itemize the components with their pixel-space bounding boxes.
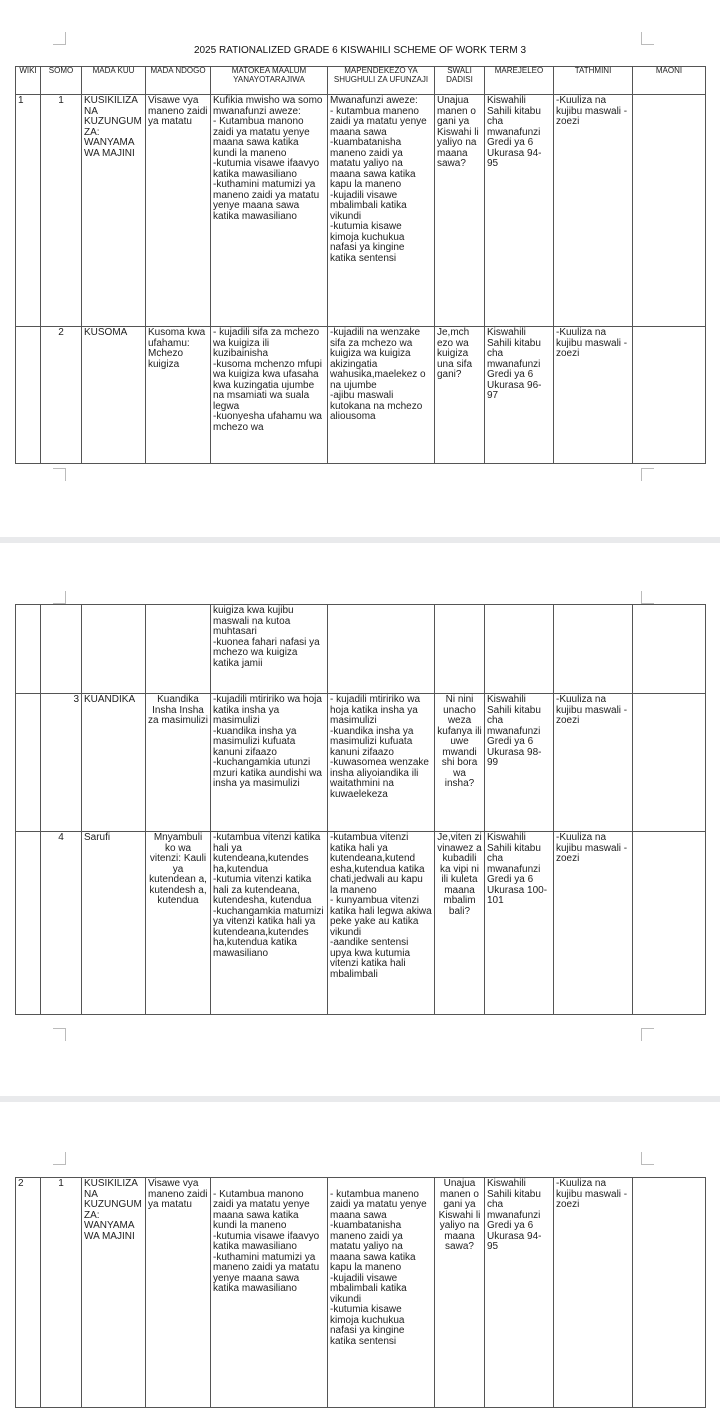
crop-mark — [53, 32, 66, 45]
cell-maoni — [633, 327, 706, 464]
cell-mada-ndogo: Visawe vya maneno zaidi ya matatu — [146, 1178, 211, 1408]
cell-mada-kuu: KUSIKILIZA NA KUZUNGUM ZA: WANYAMA WA MAJINI — [82, 95, 146, 327]
cell-swali: Je,viten zi vinawez a kubadili ka vipi ni ili kuleta maana mbalim bali? — [435, 832, 485, 1015]
cell-marejeleo: Kiswahili Sahili kitabu cha mwanafunzi Gredi ya 6 Ukurasa 94-95 — [485, 1178, 554, 1408]
cell-matokea: -kujadili mtiririko wa hoja katika insha ya masimulizi -kuandika insha ya masimulizi kufuata kanuni zifaazo -kuchangamkia utunzi mzuri katika aundishi wa insha ya masimulizi — [211, 694, 328, 832]
cell-mada-kuu: Sarufi — [82, 832, 146, 1015]
cell-tathmini: -Kuuliza na kujibu maswali -zoezi — [554, 327, 633, 464]
cell-maoni — [633, 95, 706, 327]
table-row — [16, 327, 706, 464]
cell-mada-ndogo: Kusoma kwa ufahamu: Mchezo kuigiza — [146, 327, 211, 464]
cell-swali: Unajua manen o gani ya Kiswahi li yaliyo na maana sawa? — [435, 95, 485, 327]
crop-mark — [641, 1028, 654, 1041]
cell-mapendekezo: -kutambua vitenzi katika hali ya kutendeana,kutend esha,kutendua katika chati,jedwali au kapu la maneno - kunyambua vitenzi katika hali legwa akiwa peke yake au katika vikundi -aandike sentensi upya kwa kutumia vitenzi katika hali mbalimbali — [328, 832, 435, 1015]
cell-mada-kuu: KUSIKILIZA NA KUZUNGUM ZA: WANYAMA WA MAJINI — [82, 1178, 146, 1408]
cell-marejeleo: Kiswahili Sahili kitabu cha mwanafunzi Gredi ya 6 Ukurasa 98-99 — [485, 694, 554, 832]
cell-maoni — [633, 832, 706, 1015]
page-3 — [0, 1102, 720, 1403]
cell-mada-ndogo — [146, 605, 211, 694]
cell-wiki — [16, 694, 41, 832]
cell-swali: Je,mch ezo wa kuigiza una sifa gani? — [435, 327, 485, 464]
cell-matokea: kuigiza kwa kujibu maswali na kutoa muhtasari -kuonea fahari nafasi ya mchezo wa kuigiza katika jamii — [211, 605, 328, 694]
cell-mada-ndogo: Visawe vya maneno zaidi ya matatu — [146, 95, 211, 327]
cell-mada-ndogo: Mnyambuli ko wa vitenzi: Kauli ya kutendean a, kutendesh a, kutendua — [146, 832, 211, 1015]
page-2 — [0, 543, 720, 1096]
cell-matokea: - kujadili sifa za mchezo wa kuigiza ili kuzibainisha -kusoma mchenzo mfupi wa kuigiza kwa ufasaha kwa kuzingatia ujumbe na msamiati wa suala legwa -kuonyesha ufahamu wa mchezo wa — [211, 327, 328, 464]
cell-marejeleo: Kiswahili Sahili kitabu cha mwanafunzi Gredi ya 6 Ukurasa 94-95 — [485, 95, 554, 327]
header-swali: SWALI DADISI — [435, 67, 485, 95]
cell-tathmini: -Kuuliza na kujibu maswali -zoezi — [554, 694, 633, 832]
page-1 — [0, 0, 720, 537]
crop-mark — [641, 32, 654, 45]
cell-maoni — [633, 694, 706, 832]
table-row — [16, 95, 706, 327]
cell-swali: Ni nini unacho weza kufanya ili uwe mwandi shi bora wa insha? — [435, 694, 485, 832]
scheme-table-page-3 — [15, 1177, 706, 1408]
crop-mark — [641, 591, 654, 604]
cell-tathmini: -Kuuliza na kujibu maswali -zoezi — [554, 1178, 633, 1408]
cell-matokea: Kufikia mwisho wa somo mwanafunzi aweze: - Kutambua manono zaidi ya matatu yenye maana sawa katika kundi la maneno -kutumia visawe ifaavyo katika mawasiliano -kuthamini matumizi ya maneno zaidi ya matatu yenye maana sawa katika mawasiliano — [211, 95, 328, 327]
header-mada-ndogo: MADA NDOGO — [146, 67, 211, 95]
cell-somo: 1 — [41, 1178, 82, 1408]
cell-mapendekezo: - kujadili mtiririko wa hoja katika insha ya masimulizi -kuandika insha ya masimulizi kufuata kanuni zifaazo -kuwasomea wenzake insha aliyoiandika ili waitathmini na kuwaelekeza — [328, 694, 435, 832]
table-row — [16, 1178, 706, 1408]
cell-mapendekezo — [328, 605, 435, 694]
cell-wiki — [16, 327, 41, 464]
cell-tathmini — [554, 605, 633, 694]
cell-mapendekezo: - kutambua maneno zaidi ya matatu yenye maana sawa -kuambatanisha maneno zaidi ya matatu yaliyo na maana sawa katika kapu la maneno -kujadili visawe mbalimbali katika vikundi -kutumia kisawe kimoja kuchukua nafasi ya kingine katika sentensi — [328, 1178, 435, 1408]
cell-somo: 1 — [41, 95, 82, 327]
cell-tathmini: -Kuuliza na kujibu maswali -zoezi — [554, 832, 633, 1015]
cell-wiki — [16, 605, 41, 694]
header-marejeleo: MAREJELEO — [485, 67, 554, 95]
crop-mark — [53, 1028, 66, 1041]
crop-mark — [53, 591, 66, 604]
cell-mada-kuu — [82, 605, 146, 694]
header-wiki: WIKI — [16, 67, 41, 95]
header-somo: SOMO — [41, 67, 82, 95]
scheme-table-page-1 — [15, 66, 706, 464]
cell-marejeleo: Kiswahili Sahili kitabu cha mwanafunzi Gredi ya 6 Ukurasa 96-97 — [485, 327, 554, 464]
header-tathmini: TATHMINI — [554, 67, 633, 95]
crop-mark — [53, 468, 66, 481]
cell-wiki — [16, 832, 41, 1015]
table-row — [16, 605, 706, 694]
cell-somo — [41, 605, 82, 694]
cell-mada-kuu: KUSOMA — [82, 327, 146, 464]
cell-somo: 2 — [41, 327, 82, 464]
cell-mapendekezo: -kujadili na wenzake sifa za mchezo wa kuigiza wa kuigiza akizingatia wahusika,maelekez o na ujumbe -ajibu maswali kutokana na mchezo aliousoma — [328, 327, 435, 464]
document-title: 2025 RATIONALIZED GRADE 6 KISWAHILI SCHEME OF WORK TERM 3 — [193, 45, 527, 56]
cell-swali — [435, 605, 485, 694]
cell-mada-ndogo: Kuandika Insha Insha za masimulizi — [146, 694, 211, 832]
scheme-table-page-2 — [15, 604, 706, 1015]
crop-mark — [641, 1152, 654, 1165]
header-maoni: MAONI — [633, 67, 706, 95]
cell-maoni — [633, 1178, 706, 1408]
header-mada-kuu: MADA KUU — [82, 67, 146, 95]
cell-marejeleo — [485, 605, 554, 694]
cell-swali: Unajua manen o gani ya Kiswahi li yaliyo na maana sawa? — [435, 1178, 485, 1408]
cell-mapendekezo: Mwanafunzi aweze: - kutambua maneno zaidi ya matatu yenye maana sawa -kuambatanisha maneno zaidi ya matatu yaliyo na maana sawa katika kapu la maneno -kujadili visawe mbalimbali katika vikundi -kutumia kisawe kimoja kuchukua nafasi ya kingine katika sentensi — [328, 95, 435, 327]
cell-mada-kuu: KUANDIKA — [82, 694, 146, 832]
cell-somo: 4 — [41, 832, 82, 1015]
cell-somo: 3 — [41, 694, 82, 832]
cell-matokea: - Kutambua manono zaidi ya matatu yenye maana sawa katika kundi la maneno -kutumia visawe ifaavyo katika mawasiliano -kuthamini matumizi ya maneno zaidi ya matatu yenye maana sawa katika mawasiliano — [211, 1178, 328, 1408]
cell-marejeleo: Kiswahili Sahili kitabu cha mwanafunzi Gredi ya 6 Ukurasa 100-101 — [485, 832, 554, 1015]
cell-wiki: 1 — [16, 95, 41, 327]
crop-mark — [641, 468, 654, 481]
header-matokea: MATOKEA MAALUM YANAYOTARAJIWA — [211, 67, 328, 95]
table-row — [16, 694, 706, 832]
cell-matokea: -kutambua vitenzi katika hali ya kutendeana,kutendes ha,kutendua -kutumia vitenzi katika hali za kutendeana, kutendesha, kutendua -kuchangamkia matumizi ya vitenzi katika hali ya kutendeana,kutendes ha,kutendua katika mawasiliano — [211, 832, 328, 1015]
crop-mark — [53, 1152, 66, 1165]
header-mapendekezo: MAPENDEKEZO YA SHUGHULI ZA UFUNZAJI — [328, 67, 435, 95]
cell-wiki: 2 — [16, 1178, 41, 1408]
cell-maoni — [633, 605, 706, 694]
table-row — [16, 832, 706, 1015]
cell-tathmini: -Kuuliza na kujibu maswali -zoezi — [554, 95, 633, 327]
table-header-row — [16, 67, 706, 95]
